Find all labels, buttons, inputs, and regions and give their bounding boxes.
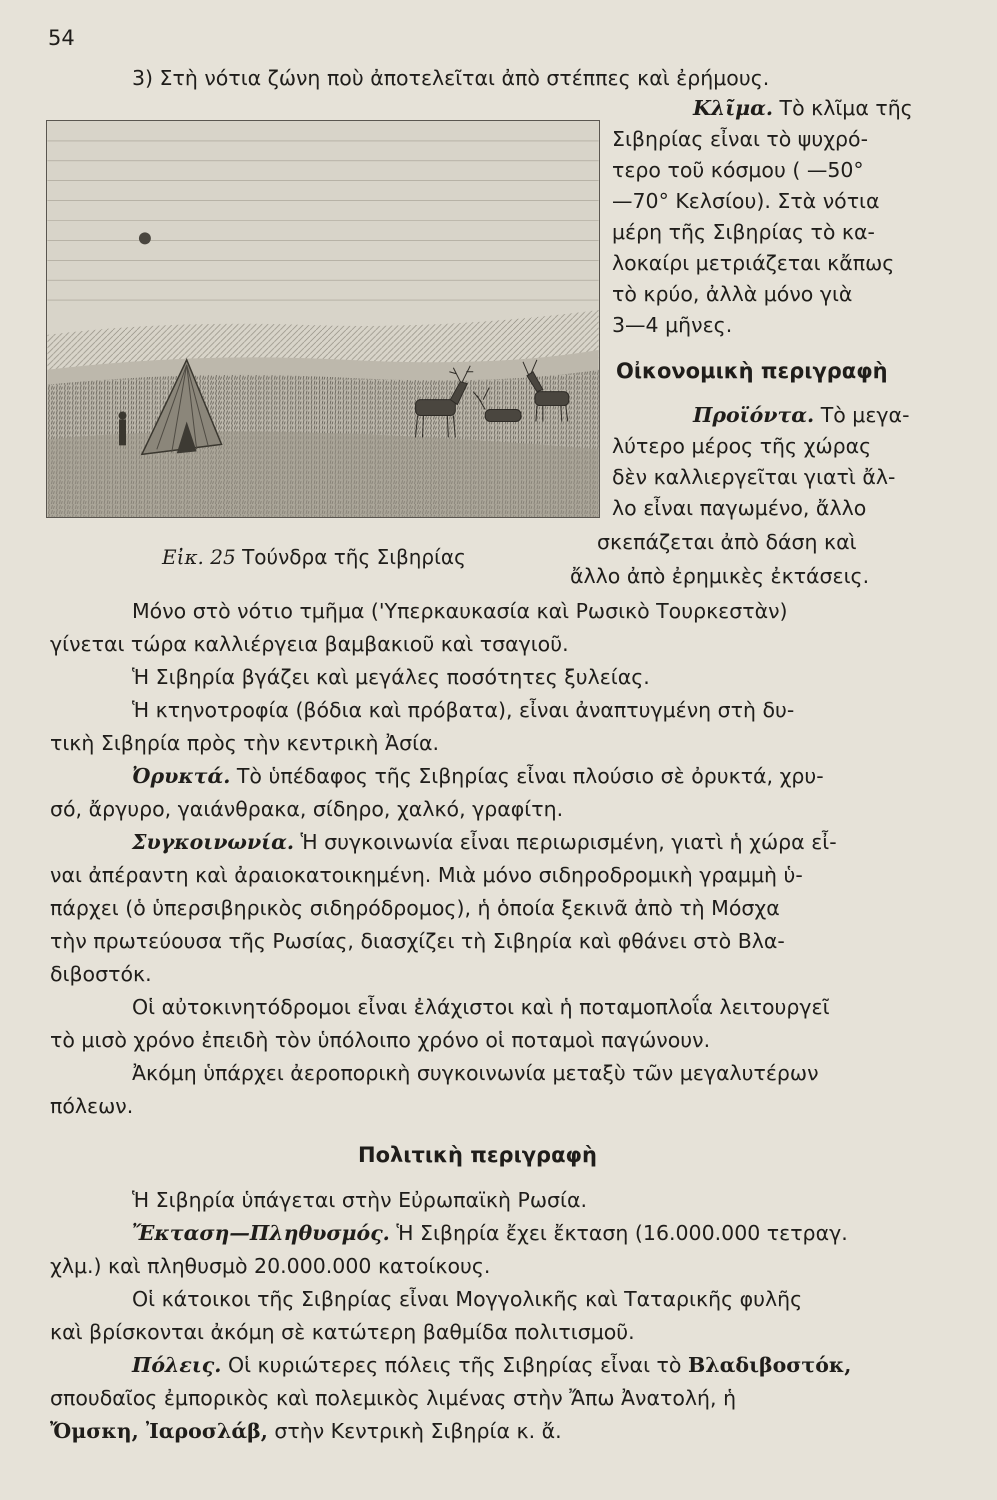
line-text: διβοστόκ.	[50, 962, 152, 986]
line-text: Ἡ κτηνοτροφία (βόδια καὶ πρόβατα), εἶναι ἀναπτυγμένη στὴ δυ-	[132, 698, 795, 722]
line-omsk	[50, 1421, 562, 1442]
line-text: Ἡ Σιβηρία ἔχει ἔκταση (16.000.000 τετραγ.	[389, 1221, 848, 1245]
label-transport: Συγκοινωνία.	[132, 830, 295, 854]
label-climate: Κλῖμα.	[693, 96, 774, 120]
line-text: —70° Κελσίου). Στὰ νότια	[612, 189, 880, 213]
city-vladivostok: Βλαδιβοστόκ,	[687, 1353, 852, 1377]
line-text: Τὸ κλῖμα τῆς	[773, 96, 913, 120]
heading-political: Πολιτικὴ περιγραφὴ	[358, 1143, 597, 1167]
line-text: καὶ βρίσκονται ἀκόμη σὲ κατώτερη βαθμίδα πολιτισμοῦ.	[50, 1320, 635, 1344]
figure-caption	[162, 545, 466, 569]
line-text: δὲν καλλιεργεῖται γιατὶ ἄλ-	[612, 465, 896, 489]
page-number: 54	[48, 26, 75, 50]
line-text: ἄλλο ἀπὸ ἐρημικὲς ἐκτάσεις.	[570, 564, 870, 588]
line-transport	[132, 832, 837, 853]
line-text: χλμ.) καὶ πληθυσμὸ 20.000.000 κατοίκους.	[50, 1254, 491, 1278]
line-text: τὸ κρύο, ἀλλὰ μόνο γιὰ	[612, 282, 853, 306]
line-text: Οἱ αὐτοκινητόδρομοι εἶναι ἐλάχιστοι καὶ ἡ ποταμοπλοΐα λειτουργεῖ	[132, 995, 830, 1019]
line-products	[693, 405, 909, 426]
tundra-engraving	[47, 121, 599, 517]
line-text: τικὴ Σιβηρία πρὸς τὴν κεντρικὴ Ἀσία.	[50, 731, 440, 755]
city-omsk-yaroslavl: Ὄμσκη, Ἰαροσλάβ,	[50, 1419, 268, 1443]
line-text: στὴν Κεντρικὴ Σιβηρία κ. ἄ.	[267, 1419, 562, 1443]
line-text: Τὸ ὑπέδαφος τῆς Σιβηρίας εἶναι πλούσιο σὲ ὀρυκτά, χρυ-	[230, 764, 824, 788]
line-text: γίνεται τώρα καλλιέργεια βαμβακιοῦ καὶ τσαγιοῦ.	[50, 632, 569, 656]
figure-caption-text: Τούνδρα τῆς Σιβηρίας	[242, 545, 466, 569]
line-text: Σιβηρίας εἶναι τὸ ψυχρό-	[612, 127, 868, 151]
line-text: σπουδαῖος ἐμπορικὸς καὶ πολεμικὸς λιμένας στὴν Ἄπω Ἀνατολή, ἡ	[50, 1386, 737, 1410]
label-minerals: Ὀρυκτά.	[132, 764, 231, 788]
line-text: Ἀκόμη ὑπάρχει ἀεροπορικὴ συγκοινωνία μεταξὺ τῶν μεγαλυτέρων	[132, 1061, 819, 1085]
person-icon	[119, 412, 127, 446]
line-text: Οἱ κυριώτερες πόλεις τῆς Σιβηρίας εἶναι τὸ	[221, 1353, 688, 1377]
line-minerals	[132, 766, 824, 787]
line-text: τὴν πρωτεύουσα τῆς Ρωσίας, διασχίζει τὴ Σιβηρία καὶ φθάνει στὸ Βλα-	[50, 929, 785, 953]
line-text: Ἡ Σιβηρία ὑπάγεται στὴν Εὐρωπαϊκὴ Ρωσία.	[132, 1188, 587, 1212]
line-area-population	[132, 1223, 848, 1244]
label-cities: Πόλεις.	[132, 1353, 222, 1377]
heading-economic: Οἰκονομικὴ περιγραφὴ	[616, 359, 888, 383]
figure-label: Εἰκ. 25	[162, 545, 236, 569]
line-text: λύτερο μέρος τῆς χώρας	[612, 434, 872, 458]
label-area-population: Ἔκταση—Πληθυσμός.	[132, 1221, 390, 1245]
line-text: 3—4 μῆνες.	[612, 313, 733, 337]
line-text: τὸ μισὸ χρόνο ἐπειδὴ τὸν ὑπόλοιπο χρόνο οἱ ποταμοὶ παγώνουν.	[50, 1028, 711, 1052]
line-text: πάρχει (ὁ ὑπερσιβηρικὸς σιδηρόδρομος), ἡ ὁποία ξεκινᾶ ἀπὸ τὴ Μόσχα	[50, 896, 780, 920]
line-southern-zone: 3) Στὴ νότια ζώνη ποὺ ἀποτελεῖται ἀπὸ στέππες καὶ ἐρήμους.	[132, 66, 770, 90]
line-text: Ἡ συγκοινωνία εἶναι περιωρισμένη, γιατὶ ἡ χώρα εἶ-	[294, 830, 837, 854]
line-text: μέρη τῆς Σιβηρίας τὸ κα-	[612, 220, 875, 244]
line-text: Ἡ Σιβηρία βγάζει καὶ μεγάλες ποσότητες ξυλείας.	[132, 665, 650, 689]
line-text: Τὸ μεγα-	[814, 403, 910, 427]
line-climate	[693, 98, 913, 119]
figure-tundra-illustration	[46, 120, 600, 518]
line-text: λο εἶναι παγωμένο, ἄλλο	[612, 496, 867, 520]
label-products: Προϊόντα.	[693, 403, 815, 427]
line-text: τερο τοῦ κόσμου ( —50°	[612, 158, 864, 182]
line-cities	[132, 1355, 851, 1376]
line-text: Οἱ κάτοικοι τῆς Σιβηρίας εἶναι Μογγολικῆς καὶ Ταταρικῆς φυλῆς	[132, 1287, 803, 1311]
line-text: σό, ἄργυρο, γαιάνθρακα, σίδηρο, χαλκό, γραφίτη.	[50, 797, 564, 821]
line-text: λοκαίρι μετριάζεται κἄπως	[612, 251, 895, 275]
sun-icon	[139, 232, 151, 244]
line-text: Μόνο στὸ νότιο τμῆμα ('Υπερκαυκασία καὶ Ρωσικὸ Τουρκεστὰν)	[132, 599, 788, 623]
line-text: πόλεων.	[50, 1094, 134, 1118]
line-text: ναι ἀπέραντη καὶ ἀραιοκατοικημένη. Μιὰ μόνο σιδηροδρομικὴ γραμμὴ ὑ-	[50, 863, 803, 887]
line-text: σκεπάζεται ἀπὸ δάση καὶ	[597, 530, 857, 554]
